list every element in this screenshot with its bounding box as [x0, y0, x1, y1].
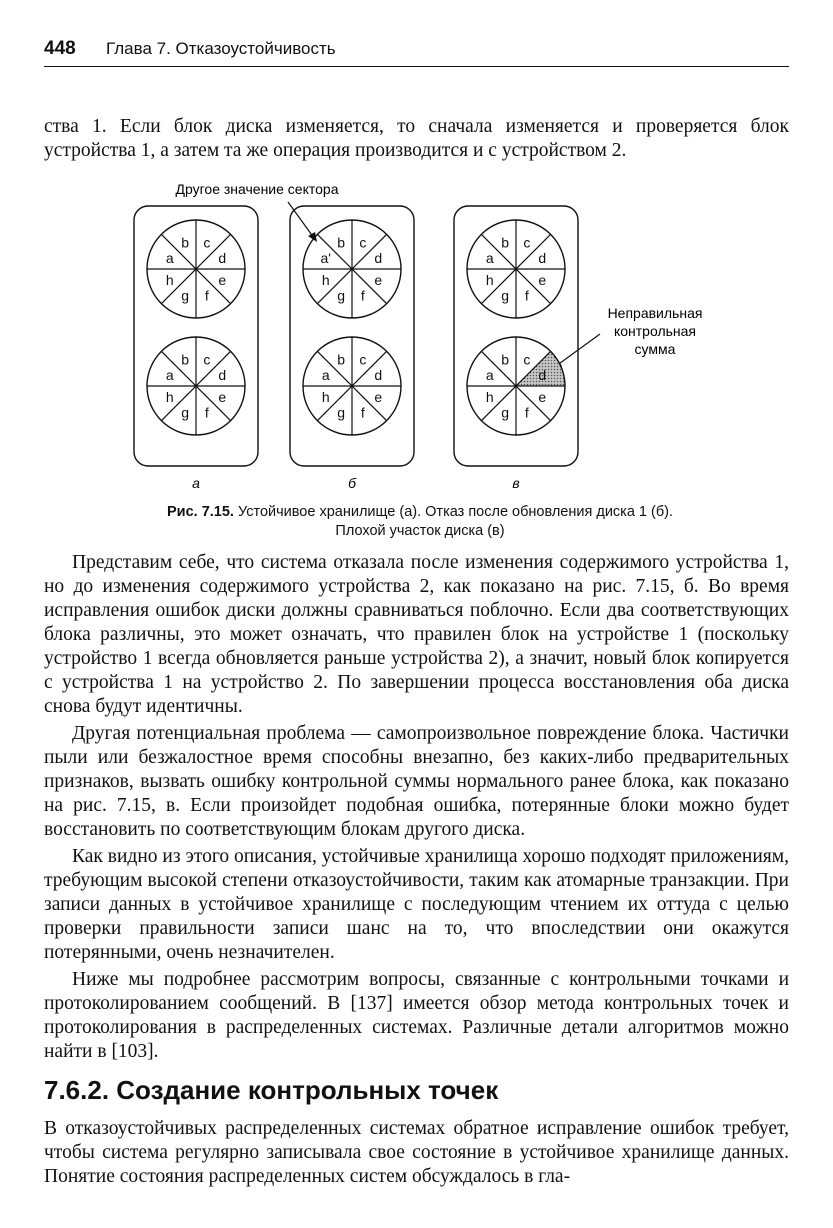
sector-label: e — [538, 388, 547, 405]
sector-label: e — [218, 271, 227, 288]
sector-label: d — [538, 250, 547, 267]
sector-label: g — [501, 404, 510, 421]
sector-label: a — [321, 367, 330, 384]
annotation-bad-checksum-1: Неправильная — [607, 305, 703, 321]
page-header — [44, 38, 789, 67]
sector-label: g — [181, 287, 190, 304]
sector-label: c — [359, 351, 367, 368]
annotation-other-sector-value: Другое значение сектора — [175, 181, 339, 197]
sector-label: e — [538, 271, 547, 288]
running-head: Глава 7. Отказоустойчивость — [106, 39, 336, 58]
caption-line-1 — [100, 503, 740, 522]
sector-label: a — [485, 250, 494, 267]
sector-label: b — [337, 351, 346, 368]
sector-label: b — [181, 351, 190, 368]
sector-label: a — [165, 367, 174, 384]
sector-label: c — [203, 234, 211, 251]
sector-label: a' — [320, 250, 331, 267]
sector-label: h — [321, 388, 330, 405]
sector-label: f — [360, 404, 365, 421]
sector-label: g — [181, 404, 190, 421]
figure-caption — [100, 503, 740, 541]
sector-label: e — [374, 271, 383, 288]
paragraph: Ниже мы подробнее рассмотрим вопросы, связанные с контрольными точками и протоколированием сообщений. В [137] имеется обзор метода контрольных точек и протоколирования в распределенных системах. Различные детали алгоритмов можно найти в [103]. — [44, 969, 789, 1062]
panel-label-b: б — [348, 475, 356, 491]
main-text — [44, 551, 789, 1067]
annotation-bad-checksum-3: сумма — [634, 341, 676, 357]
sector-label: d — [538, 367, 547, 384]
panel-label-a: а — [192, 475, 200, 491]
annotation-bad-checksum-2: контрольная — [613, 323, 697, 339]
sector-label: g — [501, 287, 510, 304]
sector-label: c — [523, 234, 531, 251]
sector-label: h — [485, 388, 494, 405]
page-number: 448 — [44, 38, 76, 59]
sector-label: h — [165, 388, 174, 405]
sector-label: h — [321, 271, 330, 288]
sector-label: d — [374, 250, 383, 267]
panel-label-v: в — [512, 475, 520, 491]
sector-label: c — [359, 234, 367, 251]
sector-label: b — [181, 234, 190, 251]
sector-label: f — [524, 287, 529, 304]
paragraph: ства 1. Если блок диска изменяется, то сначала изменяется и проверяется блок устройства 1, а затем та же операция производится и с устройством 2. — [44, 116, 789, 161]
section-text — [44, 1117, 789, 1189]
sector-label: f — [360, 287, 365, 304]
sector-label: d — [374, 367, 383, 384]
arrow-line — [288, 202, 314, 238]
sector-label: f — [524, 404, 529, 421]
sector-label: d — [218, 367, 227, 384]
sector-label: e — [218, 388, 227, 405]
sector-label: c — [523, 351, 531, 368]
sector-label: e — [374, 388, 383, 405]
continued-paragraph — [44, 115, 789, 163]
sector-label: g — [337, 287, 346, 304]
figure-7-15 — [130, 176, 730, 496]
sector-label: b — [501, 234, 510, 251]
sector-label: f — [204, 287, 209, 304]
caption-text: Устойчивое хранилище (а). Отказ после обновления диска 1 (б). — [237, 504, 674, 520]
sector-label: c — [203, 351, 211, 368]
sector-label: h — [485, 271, 494, 288]
sector-label: b — [501, 351, 510, 368]
sector-label: a — [485, 367, 494, 384]
sector-label: a — [165, 250, 174, 267]
sector-label: f — [204, 404, 209, 421]
paragraph: В отказоустойчивых распределенных системах обратное исправление ошибок требует, чтобы система регулярно записывала свое состояние в устойчивое хранилище данных. Понятие состояния распределенных систем обсуждалось в гла- — [44, 1118, 789, 1187]
sector-label: d — [218, 250, 227, 267]
section-heading: 7.6.2. Создание контрольных точек — [44, 1075, 499, 1105]
paragraph: Как видно из этого описания, устойчивые хранилища хорошо подходят приложениям, требующим высокой степени отказоустойчивости, таким как атомарные транзакции. При записи данных в устойчивое хранилище с последующим чтением их оттуда с целью проверки правильности записи шанс на то, что впоследствии они окажутся потерянными, очень незначителен. — [44, 846, 789, 963]
caption-label: Рис. 7.15. — [166, 504, 234, 520]
sector-label: h — [165, 271, 174, 288]
sector-label: b — [337, 234, 346, 251]
paragraph: Представим себе, что система отказала после изменения содержимого устройства 1, но до изменения содержимого устройства 2, как показано на рис. 7.15, б. Во время исправления ошибок диски должны сравниваться поблочно. Если два соответствующих блока различны, это может означать, что правилен блок на устройстве 1 (поскольку устройство 1 всегда обновляется раньше устройства 2), а значит, новый блок копируется с устройства 1 на устройство 2. По завершении процесса восстановления оба диска снова будут идентичны. — [44, 552, 789, 717]
sector-label: g — [337, 404, 346, 421]
paragraph: Другая потенциальная проблема — самопроизвольное повреждение блока. Частички пыли или безжалостное время способны внезапно, без каких-либо предварительных признаков, вызвать ошибку контрольной суммы нормального ранее блока, как показано на рис. 7.15, в. Если произойдет подобная ошибка, потерянные блоки можно будет восстановить по соответствующим блокам другого диска. — [44, 723, 789, 840]
caption-line-2: Плохой участок диска (в) — [335, 523, 505, 539]
